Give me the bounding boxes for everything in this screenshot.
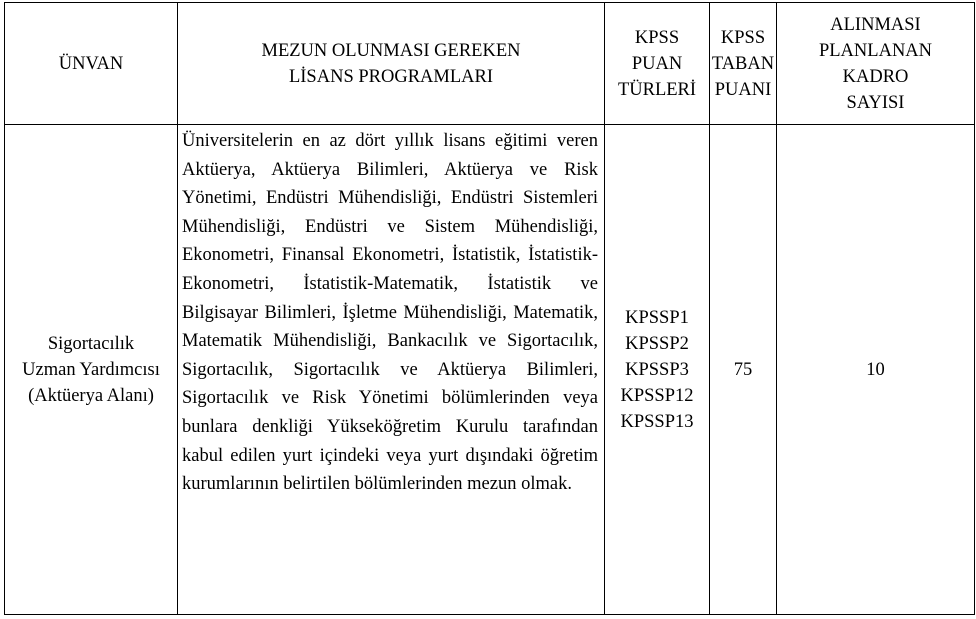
- header-kadro-sayisi: [777, 3, 975, 125]
- cell-programs: Üniversitelerin en az dört yıllık lisans eğitimi veren Aktüerya, Aktüerya Bilimleri, Aktüerya ve Risk Yönetimi, Endüstri Mühendisliği, Endüstri Sistemleri Mühendisliği, Endüstri ve Sistem Mühendisliği, Ekonometri, Finansal Ekonometri, İstatistik, İstatistik-Ekonometri, İstatistik-Matematik, İstatistik ve Bilgisayar Bilimleri, İşletme Mühendisliği, Matematik, Matematik Mühendisliği, Bankacılık ve Sigortacılık, Sigortacılık, Sigortacılık ve Aktüerya Bilimleri, Sigortacılık ve Risk Yönetimi bölümlerinden veya bunlara denkliği Yükseköğretim Kurulu tarafından kabul edilen yurt içindeki veya yurt dışındaki öğretim kurumlarının belirtilen bölümlerinden mezun olmak.: [178, 125, 605, 615]
- puan-turu-item: KPSSP1: [625, 307, 689, 328]
- header-puan-turleri: [605, 3, 710, 125]
- header-taban-puani: [710, 3, 777, 125]
- header-row: [5, 3, 975, 125]
- header-puan-line-3: TÜRLERİ: [617, 79, 697, 100]
- header-taban-line-1: KPSS: [720, 27, 766, 48]
- header-adet-line-4: SAYISI: [846, 92, 905, 113]
- header-puan-line-2: PUAN: [631, 53, 683, 74]
- cell-kadro-sayisi: 10: [777, 125, 975, 615]
- header-mezun: [178, 3, 605, 125]
- header-taban-line-3: PUANI: [714, 79, 772, 100]
- header-unvan-text: ÜNVAN: [58, 53, 124, 74]
- header-puan-line-1: KPSS: [634, 27, 680, 48]
- header-unvan: [5, 3, 178, 125]
- header-adet-line-2: PLANLANAN: [818, 40, 933, 61]
- header-adet-line-1: ALINMASI: [830, 14, 921, 35]
- header-mezun-line-1: MEZUN OLUNMASI GEREKEN: [261, 40, 521, 61]
- puan-turu-item: KPSSP2: [625, 333, 689, 354]
- data-row: [5, 125, 975, 615]
- unvan-line-3: (Aktüerya Alanı): [28, 385, 154, 406]
- puan-turu-item: KPSSP3: [625, 359, 689, 380]
- cell-unvan: [5, 125, 178, 615]
- puan-turu-item: KPSSP12: [620, 385, 694, 406]
- position-table: [4, 2, 975, 615]
- unvan-line-1: Sigortacılık: [47, 333, 135, 354]
- unvan-line-2: Uzman Yardımcısı: [22, 359, 160, 380]
- cell-taban-puani: 75: [710, 125, 777, 615]
- puan-turu-item: KPSSP13: [620, 411, 694, 432]
- header-mezun-line-2: LİSANS PROGRAMLARI: [288, 66, 494, 87]
- header-adet-line-3: KADRO: [842, 66, 909, 87]
- header-taban-line-2: TABAN: [711, 53, 775, 74]
- cell-puan-turleri: [605, 125, 710, 615]
